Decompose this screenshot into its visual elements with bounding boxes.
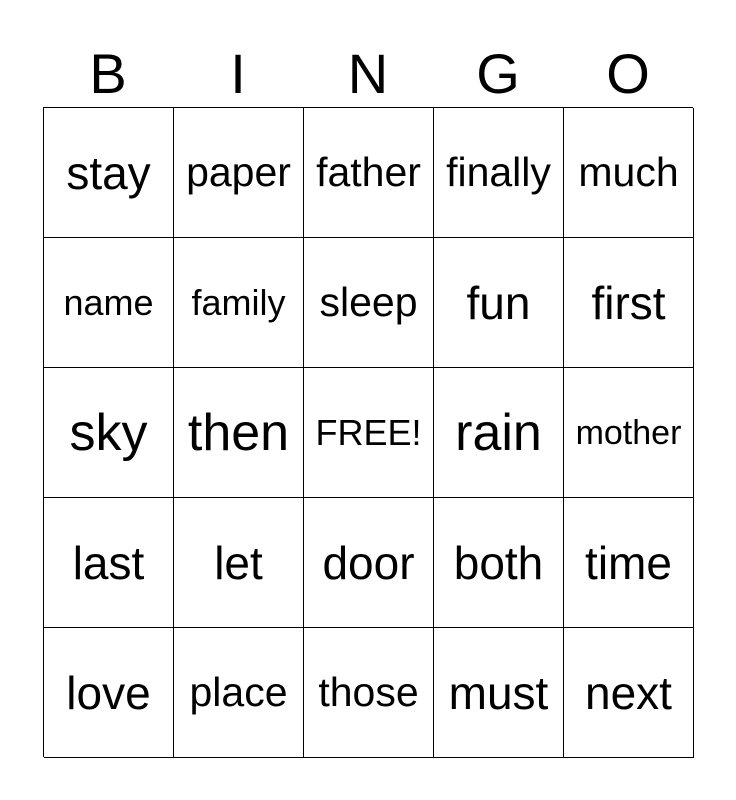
bingo-cell[interactable]: father (304, 108, 434, 238)
bingo-header (43, 40, 693, 108)
bingo-cell[interactable]: sleep (304, 238, 434, 368)
bingo-board (43, 107, 693, 757)
bingo-cell[interactable]: door (304, 498, 434, 628)
header-letter-o: O (606, 42, 650, 105)
header-letter-b: B (89, 42, 127, 105)
bingo-cell[interactable]: place (174, 628, 304, 758)
bingo-cell[interactable]: time (564, 498, 694, 628)
bingo-cell[interactable]: stay (44, 108, 174, 238)
bingo-cell[interactable]: first (564, 238, 694, 368)
bingo-cell[interactable]: family (174, 238, 304, 368)
bingo-cell[interactable]: both (434, 498, 564, 628)
bingo-cell[interactable]: much (564, 108, 694, 238)
bingo-cell[interactable]: fun (434, 238, 564, 368)
bingo-cell[interactable]: sky (44, 368, 174, 498)
bingo-cell[interactable]: let (174, 498, 304, 628)
bingo-cell[interactable]: must (434, 628, 564, 758)
bingo-cell[interactable]: rain (434, 368, 564, 498)
header-letter-i: I (230, 42, 246, 105)
header-letter-n: N (347, 42, 389, 105)
bingo-cell[interactable]: finally (434, 108, 564, 238)
bingo-cell[interactable]: love (44, 628, 174, 758)
bingo-cell[interactable]: paper (174, 108, 304, 238)
bingo-cell[interactable]: those (304, 628, 434, 758)
header-letter-g: G (476, 42, 520, 105)
free-space[interactable]: FREE! (304, 368, 434, 498)
bingo-cell[interactable]: next (564, 628, 694, 758)
bingo-cell[interactable]: mother (564, 368, 694, 498)
bingo-cell[interactable]: name (44, 238, 174, 368)
bingo-cell[interactable]: last (44, 498, 174, 628)
bingo-cell[interactable]: then (174, 368, 304, 498)
